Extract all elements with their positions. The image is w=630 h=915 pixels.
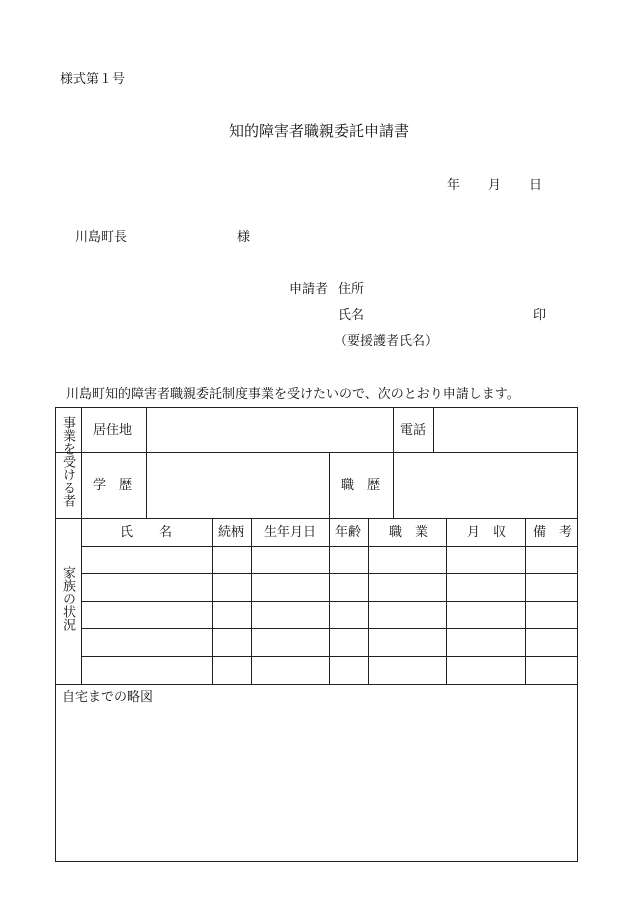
home-map-area[interactable]	[57, 708, 577, 860]
date-month-label: 月	[488, 178, 502, 193]
work-history-label: 職 歴	[341, 478, 381, 493]
applicant-name-label: 氏名	[338, 308, 365, 323]
family-header-income: 月 収	[467, 525, 507, 540]
residence-field[interactable]	[147, 409, 392, 451]
application-statement: 川島町知的障害者職親委託制度事業を受けたいので、次のとおり申請します。	[66, 387, 520, 402]
family-header-remarks: 備 考	[533, 525, 573, 540]
family-header-relation: 続柄	[218, 525, 245, 540]
family-row[interactable]	[82, 629, 578, 655]
family-header-age: 年齢	[335, 525, 362, 540]
residence-label: 居住地	[93, 423, 133, 438]
applicant-address-label: 住所	[338, 282, 365, 297]
education-field[interactable]	[147, 453, 328, 517]
phone-field[interactable]	[434, 409, 577, 451]
family-header-birthdate: 生年月日	[264, 525, 317, 540]
applicant-label: 申請者	[289, 282, 329, 297]
family-header-name: 氏 名	[120, 525, 173, 540]
application-form-table	[55, 407, 578, 862]
family-row[interactable]	[82, 547, 578, 573]
recipient-section-label: 事業を受ける者	[60, 416, 75, 507]
education-label: 学 歴	[93, 478, 133, 493]
seal-mark: 印	[533, 308, 547, 323]
phone-label: 電話	[400, 423, 427, 438]
addressee-suffix: 様	[237, 230, 251, 245]
family-section-label: 家族の状況	[60, 566, 75, 631]
addressee-name: 川島町長	[75, 230, 128, 245]
family-row[interactable]	[82, 657, 578, 683]
family-row[interactable]	[82, 602, 578, 628]
family-header-occupation: 職 業	[389, 525, 429, 540]
home-map-label: 自宅までの略図	[62, 690, 154, 705]
document-title: 知的障害者職親委託申請書	[229, 122, 410, 140]
form-number: 様式第１号	[60, 72, 126, 87]
family-row[interactable]	[82, 574, 578, 600]
date-day-label: 日	[529, 178, 543, 193]
date-year-label: 年	[447, 178, 461, 193]
work-history-field[interactable]	[394, 453, 577, 517]
guardian-name-label: （要援護者氏名）	[334, 334, 439, 349]
